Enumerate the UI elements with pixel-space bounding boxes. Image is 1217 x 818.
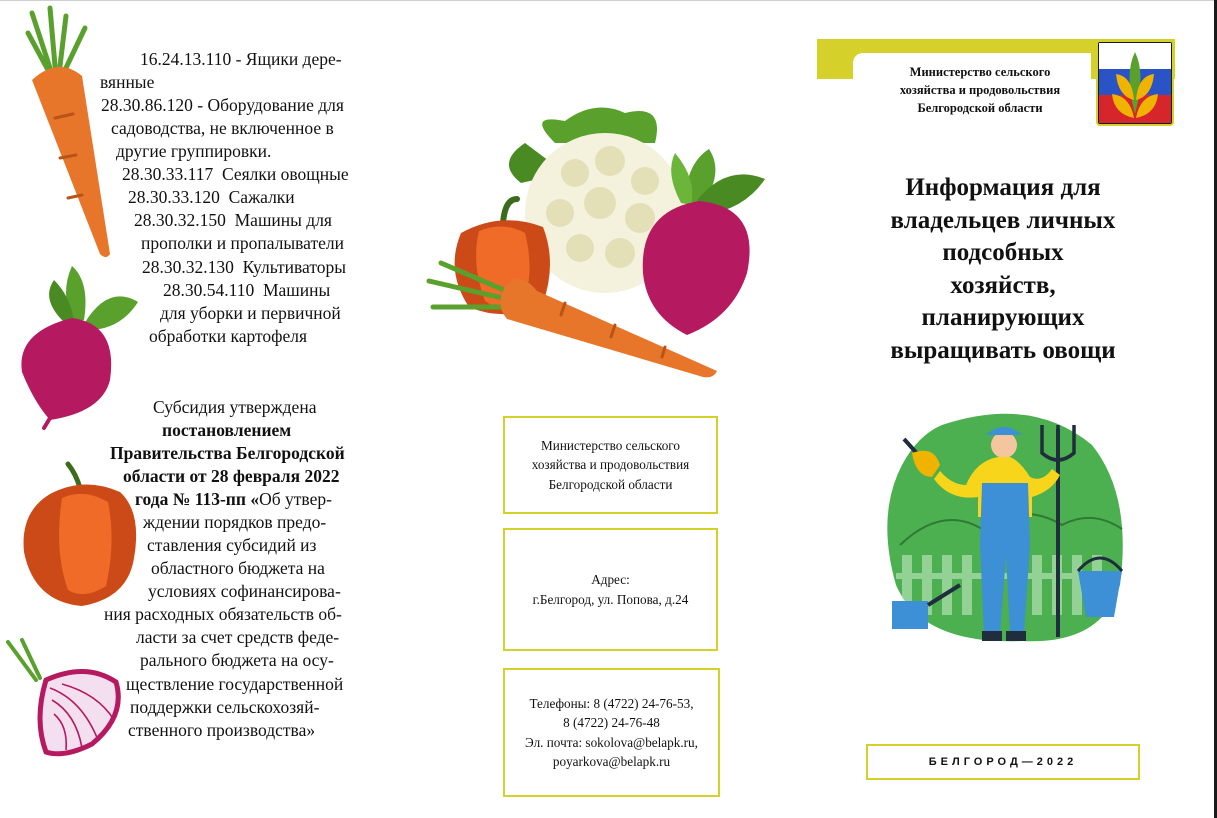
subsidy-line: ждении порядков предо- <box>143 512 327 532</box>
subsidy-line: Правительства Белгородской <box>110 443 345 463</box>
code-line: другие группировки. <box>116 141 272 161</box>
emblem-icon <box>1096 40 1174 126</box>
subsidy-line: условиях софинансирова- <box>148 581 341 601</box>
title-line: хозяйств, <box>950 271 1056 299</box>
ministry-box-line: Министерство сельского <box>541 437 680 453</box>
code-line: садоводства, не включенное в <box>111 118 334 138</box>
ministry-header-line: Министерство сельского <box>909 65 1051 79</box>
code-line: 28.30.32.150 Машины для <box>134 210 332 230</box>
beet-icon <box>10 262 150 432</box>
email-line: Эл. почта: sokolova@belapk.ru, <box>525 734 698 750</box>
code-line: 16.24.13.110 - Ящики дере- <box>140 49 342 69</box>
subsidy-line: ственного производства» <box>128 720 316 740</box>
carrot-icon <box>10 8 120 258</box>
code-line: прополки и пропалыватели <box>141 233 344 253</box>
page-title <box>853 172 1153 367</box>
subsidy-line: Субсидия утверждена <box>153 397 317 417</box>
address-label: Адрес: <box>591 572 630 587</box>
subsidy-line-bold-part: года № 113-пп « <box>135 489 260 509</box>
address-value: г.Белгород, ул. Попова, д.24 <box>532 591 689 607</box>
ministry-box <box>503 416 718 514</box>
address-box <box>503 528 718 651</box>
ministry-header <box>870 63 1090 117</box>
subsidy-line: ставления субсидий из <box>147 535 317 555</box>
pepper-icon <box>20 462 145 612</box>
ministry-header-line: хозяйства и продовольствия <box>899 83 1061 97</box>
contacts-box <box>503 668 720 797</box>
subsidy-line: рального бюджета на осу- <box>140 650 334 670</box>
title-line: Информация для <box>905 174 1101 201</box>
code-line: обработки картофеля <box>149 326 308 346</box>
subsidy-line-normal-part: Об утвер- <box>259 489 332 509</box>
subsidy-line: ществление государственной <box>126 674 344 694</box>
phone-line: Телефоны: 8 (4722) 24-76-53, <box>529 695 694 711</box>
ministry-header-line: Белгородской области <box>917 101 1043 115</box>
code-line: вянные <box>100 72 155 92</box>
subsidy-line: области от 28 февраля 2022 <box>123 466 340 486</box>
title-line: планирующих <box>921 304 1085 331</box>
title-line: подсобных <box>942 239 1064 266</box>
phone-line: 8 (4722) 24-76-48 <box>563 715 660 730</box>
code-line: 28.30.33.117 Сеялки овощные <box>122 164 349 184</box>
vegetables-illustration <box>425 103 795 383</box>
subsidy-line: областного бюджета на <box>151 558 325 578</box>
subsidy-line: постановлением <box>162 420 292 440</box>
title-line: выращивать овощи <box>890 336 1116 364</box>
code-line: для уборки и первичной <box>160 303 341 323</box>
page-border-top <box>0 0 1217 1</box>
ministry-box-line: Белгородской области <box>548 476 673 492</box>
subsidy-line: поддержки сельскохозяй- <box>130 697 320 717</box>
code-line: 28.30.32.130 Культиваторы <box>142 257 347 277</box>
footer-year: БЕЛГОРОД—2022 <box>866 744 1140 780</box>
subsidy-line: ния расходных обязательств об- <box>104 604 342 624</box>
subsidy-line-mixed <box>135 488 332 511</box>
farmer-illustration <box>882 405 1132 655</box>
onion-icon <box>6 640 131 760</box>
email-line: poyarkova@belapk.ru <box>552 754 671 769</box>
ministry-box-line: хозяйства и продовольствия <box>531 457 690 473</box>
subsidy-line: ласти за счет средств феде- <box>136 627 340 647</box>
title-line: владельцев личных <box>890 206 1116 234</box>
code-line: 28.30.33.120 Сажалки <box>128 187 295 207</box>
code-line: 28.30.86.120 - Оборудование для <box>101 95 344 115</box>
code-line: 28.30.54.110 Машины <box>163 280 331 300</box>
